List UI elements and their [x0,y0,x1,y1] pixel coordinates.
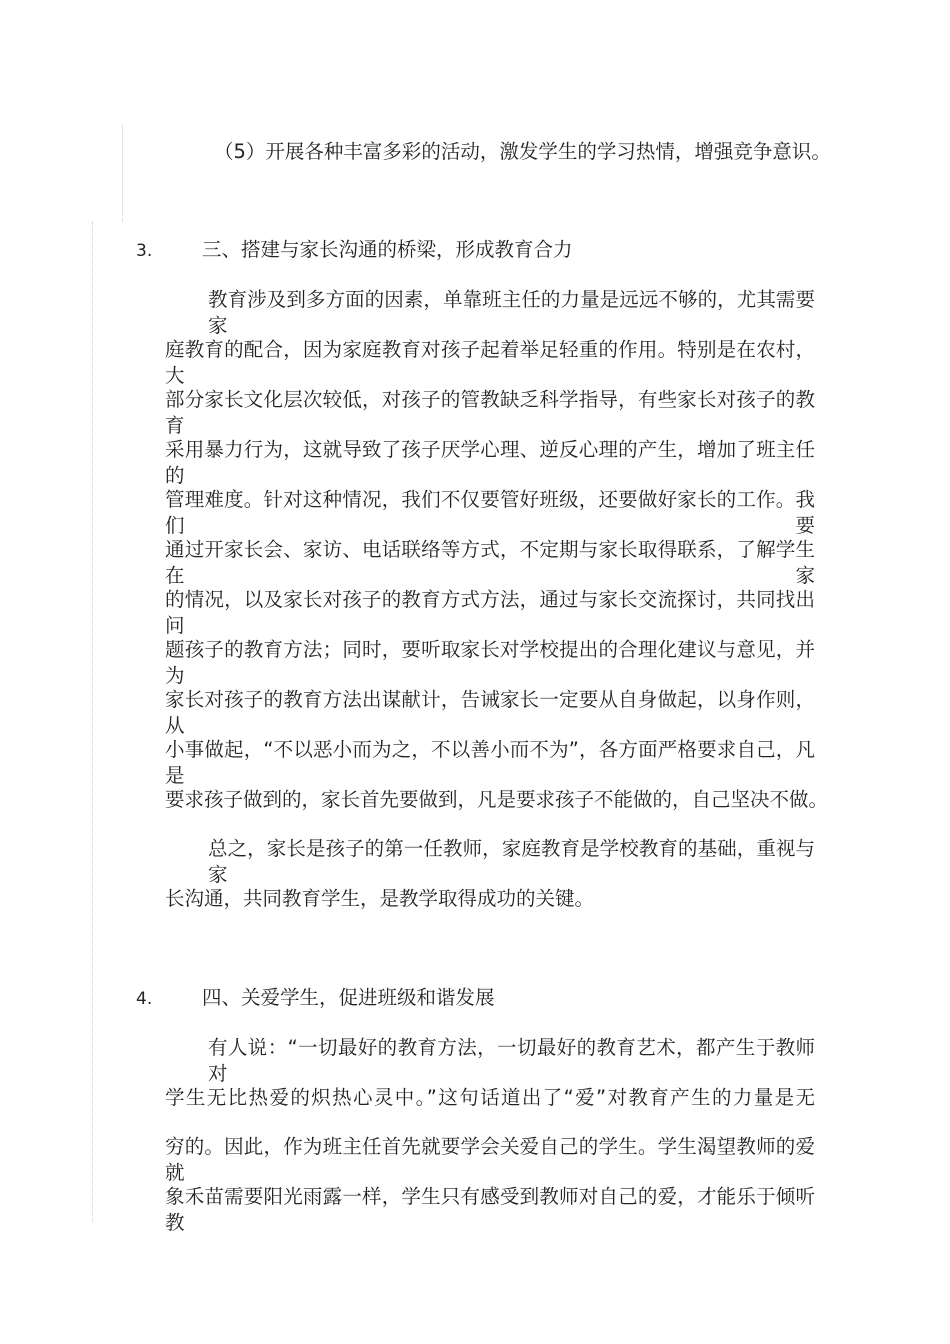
paragraph-line: 要求孩子做到的，家长首先要做到，凡是要求孩子不能做的，自己坚决不做。 [165,788,829,811]
paragraph-line: 长沟通，共同教育学生，是教学取得成功的关键。 [165,887,595,910]
paragraph-line: 家长对孩子的教育方法出谋献计，告诫家长一定要从自身做起，以身作则，从 [165,688,815,737]
list-item-5: （5）开展各种丰富多彩的活动，激发学生的学习热情，增强竞争意识。 [214,140,831,163]
paragraph-line: 通过开家长会、家访、电话联络等方式，不定期与家长取得联系，了解学生在家 [165,538,815,587]
paragraph-line: 穷的。因此，作为班主任首先就要学会关爱自己的学生。学生渴望教师的爱就 [165,1135,815,1184]
margin-dotted-line [122,125,123,222]
section-4-number: 4. [136,989,153,1009]
paragraph-line: 总之，家长是孩子的第一任教师，家庭教育是学校教育的基础，重视与家 [208,837,815,886]
paragraph-line: 有人说：“一切最好的教育方法，一切最好的教育艺术，都产生于教师对 [208,1036,815,1085]
paragraph-line: 教育涉及到多方面的因素，单靠班主任的力量是远远不够的，尤其需要家 [208,288,815,337]
margin-dotted-line [92,222,93,1222]
paragraph-line: 题孩子的教育方法；同时，要听取家长对学校提出的合理化建议与意见，并为 [165,638,815,687]
paragraph-line: 采用暴力行为，这就导致了孩子厌学心理、逆反心理的产生，增加了班主任的 [165,438,815,487]
paragraph-line: 庭教育的配合，因为家庭教育对孩子起着举足轻重的作用。特别是在农村，大 [165,338,815,387]
paragraph-line: 的情况，以及家长对孩子的教育方式方法，通过与家长交流探讨，共同找出问 [165,588,815,637]
section-3-number: 3. [136,241,153,261]
paragraph-line: 部分家长文化层次较低，对孩子的管教缺乏科学指导，有些家长对孩子的教育 [165,388,815,437]
paragraph-line: 学生无比热爱的炽热心灵中。”这句话道出了“爱”对教育产生的力量是无 [165,1086,815,1109]
paragraph-line: 象禾苗需要阳光雨露一样，学生只有感受到教师对自己的爱，才能乐于倾听教 [165,1185,815,1234]
paragraph-line: 小事做起，“不以恶小而为之，不以善小而不为”，各方面严格要求自己，凡是 [165,738,815,787]
paragraph-line: 管理难度。针对这种情况，我们不仅要管好班级，还要做好家长的工作。我们要 [165,488,815,537]
section-3-title: 三、搭建与家长沟通的桥梁，形成教育合力 [202,238,573,261]
section-4-title: 四、关爱学生，促进班级和谐发展 [202,986,495,1009]
